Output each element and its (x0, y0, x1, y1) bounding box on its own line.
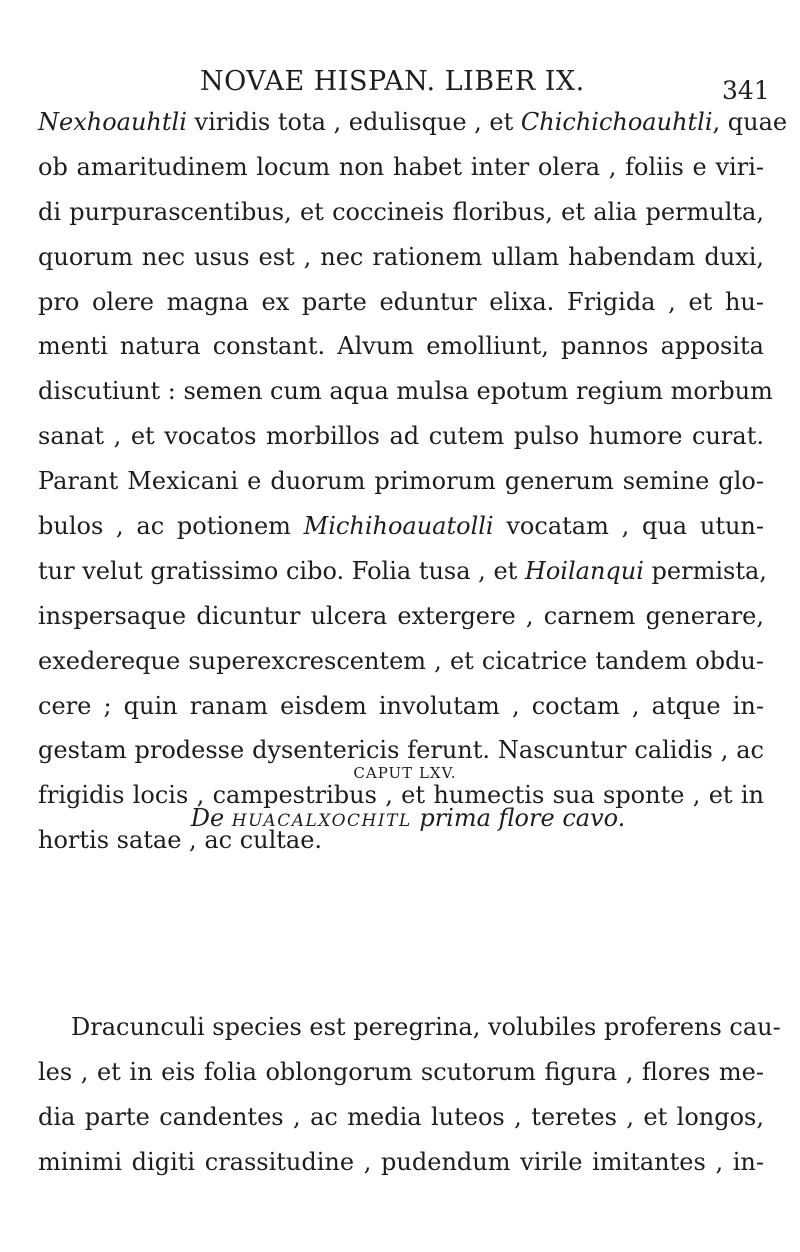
page-number: 341 (722, 76, 770, 105)
text-line: hortis satae , ac cultae. (38, 826, 323, 855)
text-line: sanat , et vocatos morbillos ad cutem pulso humore curat. (38, 422, 764, 451)
text-line: exedereque superexcrescentem , et cicatrice tandem obdu- (38, 646, 764, 675)
text-line: gestam prodesse dysentericis ferunt. Nascuntur calidis , ac (38, 736, 764, 765)
text-line: discutiunt : semen cum aqua mulsa epotum regium morbum (38, 377, 773, 406)
text-line: dia parte candentes , ac media luteos , teretes , et longos, (38, 1102, 764, 1131)
text-line: pro olere magna ex parte eduntur elixa. Frigida , et hu- (38, 287, 764, 316)
chapter-title-rest: prima flore cavo. (419, 804, 626, 832)
chapter-heading: CAPUT LXV. (353, 764, 457, 782)
plant-name: Chichichoauhtli (520, 108, 713, 136)
text-line: Nexhoauhtli viridis tota , edulisque , et Chichichoauhtli, quae (38, 108, 788, 136)
text-line: frigidis locis , campestribus , et humectis sua sponte , et in (38, 781, 764, 810)
text-line: minimi digiti crassitudine , pudendum virile imitantes , in- (38, 1147, 764, 1176)
text-line: bulos , ac potionem Michihoauatolli vocatam , qua utun- (38, 512, 764, 541)
text-line: menti natura constant. Alvum emolliunt, pannos apposita (38, 332, 764, 361)
text-line: ob amaritudinem locum non habet inter olera , foliis e viri- (38, 152, 764, 181)
text-line: Dracunculi species est peregrina, volubiles proferens cau- (71, 1013, 781, 1041)
chapter-title-plant: HUACALXOCHITL (231, 811, 412, 831)
text-line: Parant Mexicani e duorum primorum generum semine glo- (38, 467, 764, 496)
text-line: quorum nec usus est , nec rationem ullam habendam duxi, (38, 242, 764, 271)
plant-name: Michihoauatolli (303, 512, 494, 541)
running-title: NOVAE HISPAN. LIBER IX. (200, 66, 585, 97)
text-line: les , et in eis folia oblongorum scutorum figura , flores me- (38, 1057, 764, 1086)
paragraph-2 (38, 1005, 781, 1185)
text-line: tur velut gratissimo cibo. Folia tusa , et Hoilanqui permista, (38, 556, 767, 585)
paragraph-1 (38, 100, 788, 863)
chapter-title-de: De (190, 804, 225, 832)
text-line: cere ; quin ranam eisdem involutam , coctam , atque in- (38, 691, 764, 720)
chapter-title (0, 804, 800, 832)
plant-name: Hoilanqui (524, 556, 644, 585)
text-line: di purpurascentibus, et coccineis floribus, et alia permulta, (38, 197, 764, 226)
plant-name: Nexhoauhtli (38, 108, 187, 136)
text-line: inspersaque dicuntur ulcera extergere , carnem generare, (38, 601, 764, 630)
